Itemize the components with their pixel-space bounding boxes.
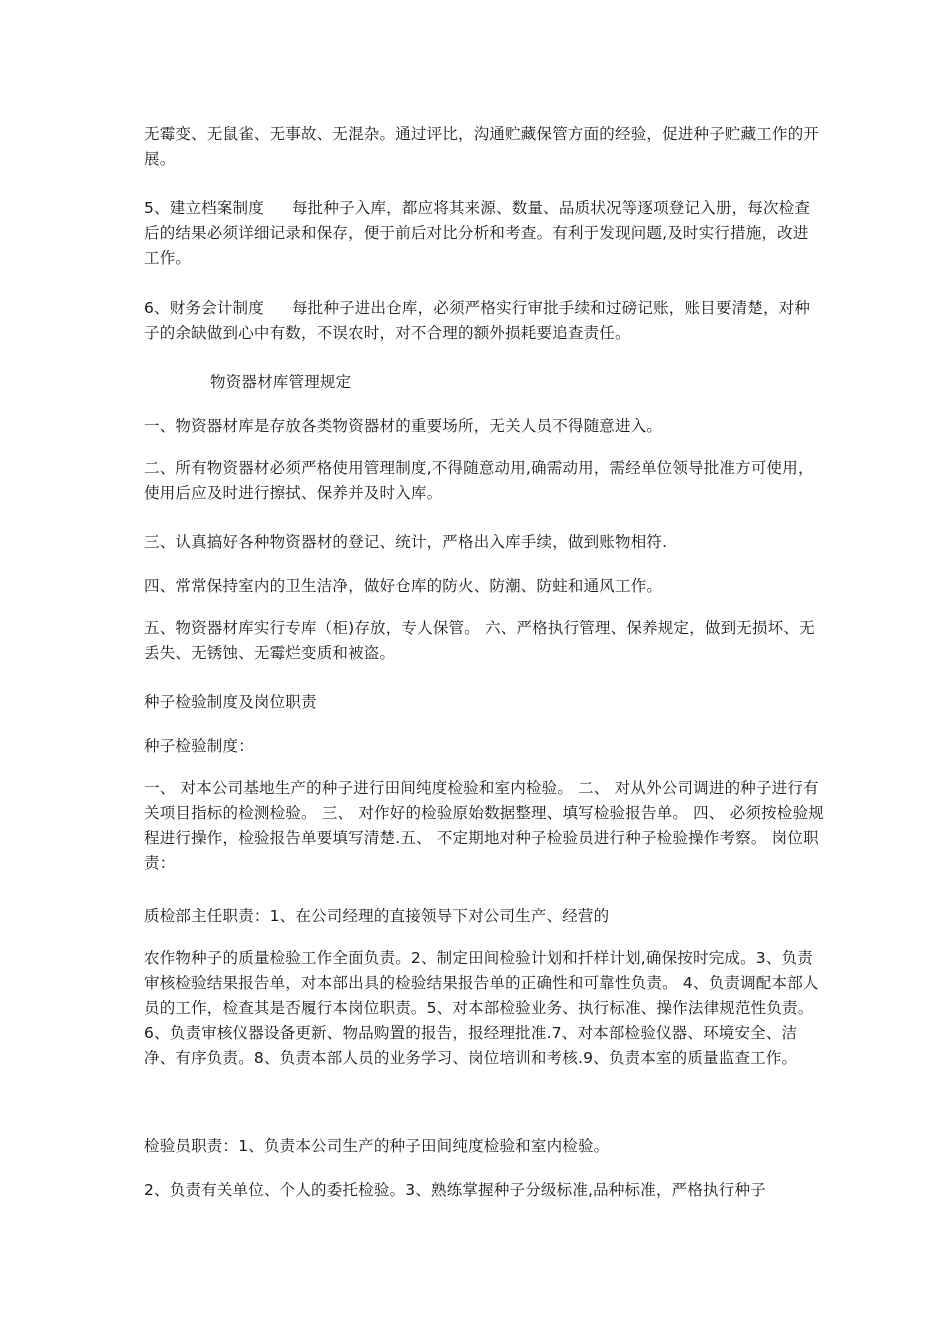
section-title-seed-inspection: 种子检验制度及岗位职责 <box>144 693 317 711</box>
paragraph-inspection-system: 一、 对本公司基地生产的种子进行田间纯度检验和室内检验。 二、 对从外公司调进的种子进行有关项目指标的检测检验。 三、 对作好的检验原始数据整理、填写检验报告单。 四、 必须按检验规程进行操作，检验报告单要填写清楚.五、 不定期地对种子检验员进行种子检验操作考察。 岗位职责： <box>144 779 824 872</box>
subsection-title-inspection-system: 种子检验制度： <box>144 737 254 755</box>
paragraph-materials-1: 一、物资器材库是存放各类物资器材的重要场所，无关人员不得随意进入。 <box>144 417 663 435</box>
finance-heading: 6、财务会计制度 <box>144 299 264 317</box>
paragraph-inspector-duties-cont: 2、负责有关单位、个人的委托检验。3、熟练掌握种子分级标准,品种标准，严格执行种子 <box>144 1181 766 1199</box>
paragraph-materials-3: 三、认真搞好各种物资器材的登记、统计，严格出入库手续，做到账物相符. <box>144 533 668 551</box>
finance-body: 每批种子进出仓库，必须严格实行审批手续和过磅记账，账目要清楚，对种子的余缺做到心中有数，不误农时，对不合理的额外损耗要追查责任。 <box>144 299 811 342</box>
paragraph-materials-4: 四、常常保持室内的卫生洁净，做好仓库的防火、防潮、防蛀和通风工作。 <box>144 577 663 595</box>
section-title-materials: 物资器材库管理规定 <box>210 373 352 391</box>
paragraph-qc-director-duties: 质检部主任职责：1、在公司经理的直接领导下对公司生产、经营的 <box>144 907 610 925</box>
paragraph-inspector-duties: 检验员职责：1、负责本公司生产的种子田间纯度检验和室内检验。 <box>144 1137 610 1155</box>
paragraph-materials-2: 二、所有物资器材必须严格使用管理制度,不得随意动用,确需动用，需经单位领导批准方可使用，使用后应及时进行擦拭、保养并及时入库。 <box>144 459 814 502</box>
paragraph-archive-system <box>144 196 824 271</box>
paragraph-storage-evaluation: 无霉变、无鼠雀、无事故、无混杂。通过评比，沟通贮藏保管方面的经验，促进种子贮藏工作的开展。 <box>144 125 820 168</box>
paragraph-materials-5: 五、物资器材库实行专库（柜)存放，专人保管。 六、严格执行管理、保养规定，做到无损坏、无丢失、无锈蚀、无霉烂变质和被盗。 <box>144 619 815 662</box>
archive-heading: 5、建立档案制度 <box>144 199 264 217</box>
paragraph-finance-system <box>144 296 824 346</box>
paragraph-qc-director-duties-cont: 农作物种子的质量检验工作全面负责。2、制定田间检验计划和扦样计划,确保按时完成。3、负责审核检验结果报告单，对本部出具的检验结果报告单的正确性和可靠性负责。 4、负责调配本部人员的工作，检查其是否履行本岗位职责。5、对本部检验业务、执行标准、操作法律规范性负责。6、负责审核仪器设备更新、物品购置的报告，报经理批准.7、对本部检验仪器、环境安全、洁净、有序负责。8、负责本部人员的业务学习、岗位培训和考核.9、负责本室的质量监查工作。 <box>144 949 819 1067</box>
archive-body: 每批种子入库，都应将其来源、数量、品质状况等逐项登记入册，每次检查后的结果必须详细记录和保存，便于前后对比分析和考查。有利于发现问题,及时实行措施，改进工作。 <box>144 199 811 267</box>
